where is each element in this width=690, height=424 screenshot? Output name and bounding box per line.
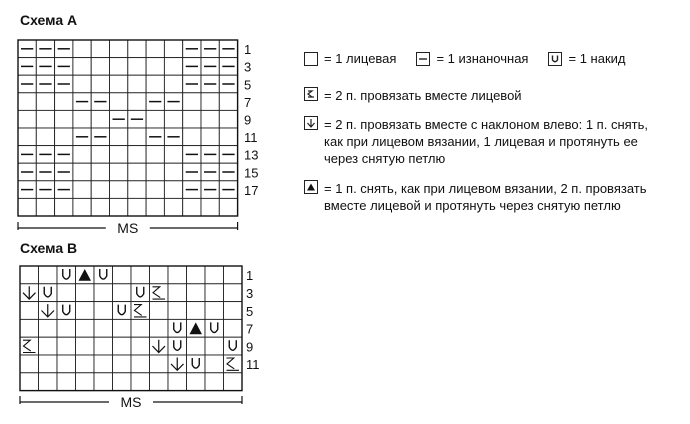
legend-yo-label: = 1 накид [568, 51, 626, 66]
schema-b-cell [76, 373, 95, 391]
schema-a-cell [219, 110, 237, 128]
schema-b-cell [57, 355, 76, 373]
schema-b-cell [39, 355, 58, 373]
schema-a-cell [110, 40, 128, 58]
schema-a-cell [128, 93, 146, 111]
schema-b-cell [224, 284, 243, 302]
schema-a-cell [73, 75, 91, 93]
schema-a-cell [164, 110, 182, 128]
schema-b-cell [94, 302, 113, 320]
schema-b-cell [168, 373, 187, 391]
schema-a-cell [18, 93, 36, 111]
schema-a-cell [18, 198, 36, 216]
schema-b-row-number: 7 [246, 321, 254, 337]
schema-b-cell [205, 373, 224, 391]
legend-k2tog-label: = 2 п. провязать вместе лицевой [324, 88, 522, 103]
legend-knit [304, 50, 396, 67]
schema-a-cell [183, 93, 201, 111]
schema-a-cell [110, 128, 128, 146]
schema-b-cell [131, 266, 150, 284]
schema-b-cell [150, 266, 169, 284]
schema-b-cell [168, 319, 187, 337]
schema-b-cell [94, 337, 113, 355]
schema-b-cell [131, 319, 150, 337]
schema-a-cell [183, 198, 201, 216]
schema-b-cell [113, 355, 132, 373]
schema-b-cell [57, 266, 76, 284]
schema-a-cell [164, 198, 182, 216]
right-decrease-icon [304, 87, 318, 101]
schema-a-cell [110, 75, 128, 93]
schema-a-cell [146, 146, 164, 164]
schema-a-cell [146, 198, 164, 216]
legend-row-basic [304, 50, 625, 67]
schema-a-cell [18, 110, 36, 128]
schema-b-cell [205, 284, 224, 302]
schema-a-title: Схема A [20, 12, 78, 28]
schema-a-cell [164, 146, 182, 164]
schema-b-cell [224, 302, 243, 320]
schema-a-cell [55, 128, 73, 146]
schema-b-cell [150, 355, 169, 373]
schema-b-cell [76, 355, 95, 373]
schema-a-cell [73, 163, 91, 181]
legend-row-k2tog [304, 87, 522, 104]
schema-a-cell [128, 198, 146, 216]
schema-a-cell [201, 110, 219, 128]
schema-b-cell [39, 373, 58, 391]
legend-ssk-label: = 2 п. провязать вместе с наклоном влево: 1 п. снять, как при лицевом вязании, 1 лицевая и протянуть ее через снятую петлю [324, 117, 649, 166]
schema-b-cell [168, 337, 187, 355]
schema-b-cell [76, 302, 95, 320]
schema-b-cell [205, 355, 224, 373]
schema-a-cell [73, 146, 91, 164]
schema-b-cell [187, 302, 206, 320]
schema-a-row-number: 5 [244, 77, 252, 93]
schema-a-cell [146, 75, 164, 93]
u-letter-icon [548, 52, 562, 66]
schema-a-cell [146, 163, 164, 181]
schema-b-cell [168, 266, 187, 284]
schema-b-cell [20, 319, 39, 337]
schema-a-row-number: 1 [244, 42, 252, 58]
schema-b-cell [94, 355, 113, 373]
schema-b-cell [113, 319, 132, 337]
schema-b-row-number: 3 [246, 286, 254, 302]
schema-a-cell [91, 58, 109, 76]
schema-a-row-number: 9 [244, 112, 252, 128]
legend-knit-label: = 1 лицевая [324, 51, 397, 66]
schema-b-cell [39, 284, 58, 302]
schema-b-cell [113, 266, 132, 284]
schema-b-cell [113, 302, 132, 320]
schema-a-row-number: 15 [244, 165, 259, 181]
schema-a-cell [55, 198, 73, 216]
schema-a-cell [18, 128, 36, 146]
schema-b-cell [205, 337, 224, 355]
schema-a-repeat-label: MS [117, 220, 139, 236]
legend-row-ssk [304, 116, 664, 167]
schema-a-cell [73, 198, 91, 216]
schema-b-cell [131, 355, 150, 373]
schema-a-cell [110, 93, 128, 111]
schema-b-cell [57, 284, 76, 302]
schema-b-cell [187, 373, 206, 391]
dash-square-icon [416, 52, 430, 66]
schema-a-row-number: 7 [244, 94, 252, 110]
schema-b-cell [57, 302, 76, 320]
schema-b-cell [187, 266, 206, 284]
schema-b-repeat-label: MS [120, 394, 142, 410]
schema-b-cell [187, 355, 206, 373]
schema-a-cell [146, 58, 164, 76]
schema-b-row-number: 5 [246, 303, 254, 319]
schema-a-row-number: 17 [244, 182, 259, 198]
schema-a-cell [110, 181, 128, 199]
schema-a-cell [183, 110, 201, 128]
schema-a-cell [36, 128, 54, 146]
left-decrease-icon [304, 116, 318, 130]
schema-b-cell [224, 266, 243, 284]
schema-a-cell [128, 40, 146, 58]
schema-a-cell [164, 181, 182, 199]
legend-yo [548, 50, 625, 67]
schema-a-cell [73, 40, 91, 58]
schema-b-cell [39, 319, 58, 337]
schema-a-cell [128, 146, 146, 164]
schema-b-cell [57, 337, 76, 355]
schema-b-cell [57, 373, 76, 391]
schema-a-cell [164, 163, 182, 181]
schema-a-row-number: 3 [244, 59, 252, 75]
schema-a-cell [91, 163, 109, 181]
triangle-icon [304, 180, 318, 194]
schema-a-cell [219, 93, 237, 111]
schema-b-cell [131, 284, 150, 302]
schema-a-cell [73, 181, 91, 199]
schema-a-cell [219, 198, 237, 216]
schema-a-cell [91, 181, 109, 199]
schema-a-cell [128, 128, 146, 146]
schema-a-cell [110, 163, 128, 181]
schema-b-row-number: 11 [246, 357, 260, 373]
schema-a-cell [201, 93, 219, 111]
schema-a-cell [36, 93, 54, 111]
schema-a-cell [128, 75, 146, 93]
schema-a-cell [91, 198, 109, 216]
schema-a-cell [146, 110, 164, 128]
schema-a-cell [183, 128, 201, 146]
schema-a-cell [201, 128, 219, 146]
schema-a-cell [128, 181, 146, 199]
schema-b-cell [39, 266, 58, 284]
schema-b-cell [205, 302, 224, 320]
legend-sk2p-label: = 1 п. снять, как при лицевом вязании, 2 п. провязать вместе лицевой и протянуть через снятую петлю [324, 181, 647, 213]
schema-a-cell [164, 75, 182, 93]
schema-b-cell [20, 302, 39, 320]
schema-a-cell [73, 110, 91, 128]
schema-a-cell [146, 181, 164, 199]
schema-b-cell [94, 319, 113, 337]
schema-b-row-number: 1 [246, 268, 254, 284]
schema-a-cell [91, 110, 109, 128]
schema-b-title: Схема B [20, 240, 78, 256]
schema-a-cell [73, 58, 91, 76]
schema-b-cell [113, 337, 132, 355]
schema-b-cell [187, 284, 206, 302]
schema-a-cell [91, 75, 109, 93]
schema-b-cell [20, 355, 39, 373]
schema-a-cell [36, 198, 54, 216]
schema-a-cell [201, 198, 219, 216]
schema-a-cell [164, 40, 182, 58]
schema-b-cell [113, 284, 132, 302]
schema-b-cell [94, 373, 113, 391]
schema-b-cell [76, 337, 95, 355]
schema-b-cell [205, 319, 224, 337]
schema-b-row-number: 9 [246, 339, 254, 355]
schema-b-cell [150, 373, 169, 391]
schema-b-cell [94, 266, 113, 284]
schema-a-row-number: 13 [244, 147, 259, 163]
schema-a-cell [128, 58, 146, 76]
schema-a-cell [36, 110, 54, 128]
schema-b-cell [168, 284, 187, 302]
schema-b-cell [150, 302, 169, 320]
schema-b-cell [224, 319, 243, 337]
schema-b-cell [205, 266, 224, 284]
schema-a-cell [164, 58, 182, 76]
schema-a-cell [91, 146, 109, 164]
schema-b-cell [168, 302, 187, 320]
schema-b-cell [131, 373, 150, 391]
legend-purl-label: = 1 изнаночная [436, 51, 529, 66]
legend-row-sk2p [304, 180, 664, 214]
schema-b-cell [131, 337, 150, 355]
schema-b-cell [39, 337, 58, 355]
schema-b-cell [113, 373, 132, 391]
schema-b-cell [94, 284, 113, 302]
schema-a-cell [110, 198, 128, 216]
schema-a-row-number: 11 [244, 130, 258, 146]
schema-a-cell [146, 40, 164, 58]
legend-purl [416, 50, 528, 67]
schema-a-cell [55, 110, 73, 128]
schema-b-cell [76, 284, 95, 302]
schema-b-cell [20, 266, 39, 284]
schema-b-cell [76, 319, 95, 337]
schema-b-cell [57, 319, 76, 337]
schema-a-cell [91, 40, 109, 58]
schema-a-cell [219, 128, 237, 146]
schema-b-cell [20, 373, 39, 391]
schema-b-cell [150, 319, 169, 337]
schema-a-cell [55, 93, 73, 111]
schema-a-cell [110, 146, 128, 164]
schema-a-cell [128, 163, 146, 181]
schema-b-cell [187, 337, 206, 355]
schema-b-cell [224, 337, 243, 355]
schema-a-cell [110, 58, 128, 76]
empty-square-icon [304, 52, 318, 66]
schema-b-cell [224, 373, 243, 391]
